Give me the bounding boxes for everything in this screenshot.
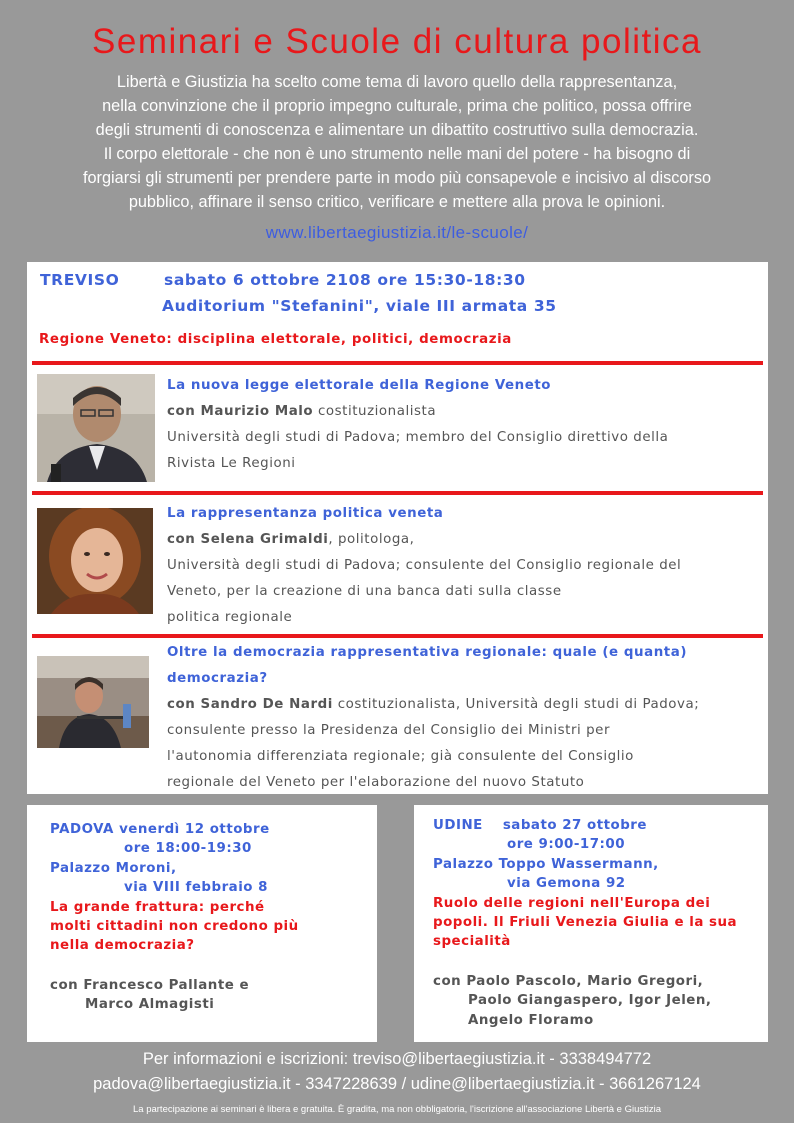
udine-venue: Palazzo Toppo Wassermann,	[433, 856, 659, 872]
treviso-box	[27, 262, 768, 794]
udine-time: ore 9:00-17:00	[507, 837, 626, 853]
footnote: La partecipazione ai seminari è libera e gratuita. È gradita, ma non obbligatoria, l'iscrizione all'associazione Libertà e Giustizia	[133, 1104, 661, 1115]
speaker-bio-line: Università degli studi di Padova; consulente del Consiglio regionale del	[167, 558, 682, 573]
intro-line: forgiarsi gli strumenti per prendere parte in modo più consapevole e incisivo al discorso	[82, 169, 712, 187]
padova-topic: nella democrazia?	[50, 938, 195, 954]
padova-date: venerdì 12 ottobre	[113, 822, 270, 837]
intro-line: nella convinzione che il proprio impegno culturale, prima che politico, possa offrire	[102, 97, 692, 115]
udine-box	[414, 805, 768, 1042]
talk-title: La rappresentanza politica veneta	[167, 506, 444, 521]
padova-time: ore 18:00-19:30	[124, 841, 252, 857]
padova-topic: La grande frattura: perché	[50, 899, 265, 915]
divider	[32, 361, 763, 365]
talk-2	[167, 501, 762, 631]
speaker-name: con Maurizio Malo	[167, 404, 314, 419]
speaker-name: con Sandro De Nardi	[167, 697, 333, 712]
speaker-photo-de-nardi	[37, 656, 149, 748]
padova-box	[27, 805, 377, 1042]
padova-venue: Palazzo Moroni,	[50, 860, 177, 876]
talk-title: democrazia?	[167, 671, 268, 686]
contacts	[0, 1047, 794, 1097]
udine-speakers: Angelo Floramo	[468, 1012, 594, 1028]
udine-speakers: con Paolo Pascolo, Mario Gregori,	[433, 973, 704, 989]
intro-line: Il corpo elettorale - che non è uno strumento nelle mani del potere - ha bisogno di	[103, 145, 691, 163]
page-title: Seminari e Scuole di cultura politica	[92, 22, 702, 61]
udine-address: via Gemona 92	[507, 876, 626, 892]
speaker-bio-line: l'autonomia differenziata regionale; già consulente del Consiglio	[167, 749, 634, 764]
udine-speakers: Paolo Giangaspero, Igor Jelen,	[468, 993, 712, 1009]
speaker-bio-line: Veneto, per la creazione di una banca dati sulla classe	[167, 584, 562, 599]
speaker-bio-line: politica regionale	[167, 610, 293, 625]
padova-speakers: con Francesco Pallante e	[50, 977, 250, 993]
speaker-role: , politologa,	[328, 532, 415, 547]
intro-line: pubblico, affinare il senso critico, verificare e mettere alla prova le opinioni.	[128, 193, 666, 211]
contact-line[interactable]: Per informazioni e iscrizioni: treviso@libertaegiustizia.it - 3338494772	[142, 1050, 652, 1068]
website-link[interactable]: www.libertaegiustizia.it/le-scuole/	[265, 223, 529, 242]
treviso-subtitle: Regione Veneto: disciplina elettorale, politici, democrazia	[39, 332, 512, 347]
speaker-bio-line: consulente presso la Presidenza del Consiglio dei Ministri per	[167, 723, 611, 738]
udine-topic: popoli. Il Friuli Venezia Giulia e la sua	[433, 915, 738, 931]
treviso-city: TREVISO	[40, 271, 120, 289]
divider	[32, 491, 763, 495]
speaker-role: costituzionalista	[313, 404, 437, 419]
intro-text	[20, 70, 774, 214]
speaker-photo-malo	[37, 374, 155, 482]
speaker-bio-line: Università degli studi di Padova; membro del Consiglio direttivo della	[167, 430, 669, 445]
treviso-venue: Auditorium "Stefanini", viale III armata 35	[162, 297, 557, 315]
padova-city: PADOVA	[50, 822, 114, 837]
speaker-name: con Selena Grimaldi	[167, 532, 329, 547]
udine-topic: Ruolo delle regioni nell'Europa dei	[433, 895, 711, 911]
talk-title: Oltre la democrazia rappresentativa regionale: quale (e quanta)	[167, 645, 687, 660]
padova-address: via VIII febbraio 8	[124, 880, 268, 896]
speaker-photo-grimaldi	[37, 508, 153, 614]
talk-3	[167, 640, 762, 796]
udine-city: UDINE	[433, 818, 483, 833]
udine-topic: specialità	[433, 934, 511, 950]
udine-details	[433, 816, 763, 1030]
padova-details	[50, 820, 370, 1015]
padova-topic: molti cittadini non credono più	[50, 919, 299, 935]
udine-date: sabato 27 ottobre	[502, 818, 647, 833]
speaker-bio-line: regionale del Veneto per l'elaborazione del nuovo Statuto	[167, 775, 585, 790]
intro-line: Libertà e Giustizia ha scelto come tema di lavoro quello della rappresentanza,	[116, 73, 678, 91]
intro-line: degli strumenti di conoscenza e alimentare un dibattito costruttivo sulla democrazia.	[95, 121, 699, 139]
talk-1	[167, 373, 762, 477]
speaker-bio-line: Rivista Le Regioni	[167, 456, 296, 471]
divider	[32, 634, 763, 638]
padova-speakers: Marco Almagisti	[85, 997, 215, 1013]
talk-title: La nuova legge elettorale della Regione Veneto	[167, 378, 552, 393]
contact-line[interactable]: padova@libertaegiustizia.it - 3347228639 / udine@libertaegiustizia.it - 3661267124	[93, 1075, 701, 1093]
speaker-role: costituzionalista, Università degli studi di Padova;	[332, 697, 700, 712]
treviso-date: sabato 6 ottobre 2108 ore 15:30-18:30	[164, 271, 526, 289]
